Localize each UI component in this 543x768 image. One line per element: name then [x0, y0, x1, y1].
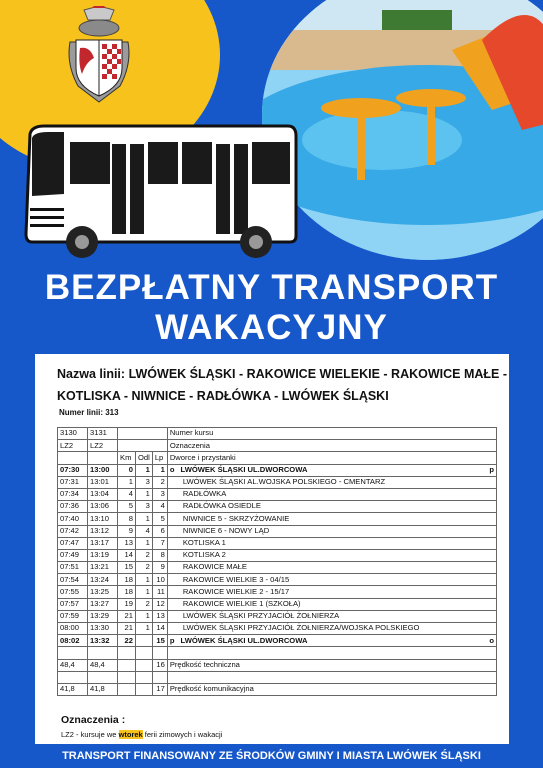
departure-time-course-2: 13:27: [88, 598, 118, 610]
stop-number: 2: [152, 476, 167, 488]
distance-value: 2: [136, 562, 153, 574]
stop-name-cell: [167, 501, 496, 513]
table-row: [58, 549, 497, 561]
table-row: [58, 464, 497, 476]
stops-header: Dworce i przystanki: [167, 452, 496, 464]
departure-time-course-1: 07:34: [58, 488, 88, 500]
course-1-mark: LZ2: [58, 440, 88, 452]
km-value: 9: [118, 525, 136, 537]
departure-time-course-2: 13:06: [88, 501, 118, 513]
speed-comm-v2: 41,8: [88, 683, 118, 695]
stop-name-cell: [167, 635, 496, 647]
km-value: 18: [118, 574, 136, 586]
km-value: 18: [118, 586, 136, 598]
stop-name-cell: [167, 488, 496, 500]
departure-time-course-1: 07:51: [58, 562, 88, 574]
stop-name-cell: [167, 537, 496, 549]
stop-name: NIWNICE 6 - NOWY LĄD: [182, 525, 270, 535]
table-row: [58, 610, 497, 622]
table-row: [58, 525, 497, 537]
departure-time-course-1: 07:42: [58, 525, 88, 537]
headline-line-1: BEZPŁATNY TRANSPORT: [44, 268, 499, 307]
km-value: 21: [118, 623, 136, 635]
stop-number: 6: [152, 525, 167, 537]
departure-time-course-2: 13:29: [88, 610, 118, 622]
stop-name-cell: [167, 549, 496, 561]
departure-time-course-1: 07:57: [58, 598, 88, 610]
departure-time-course-2: 13:25: [88, 586, 118, 598]
distance-value: 1: [136, 574, 153, 586]
stop-name: RAKOWICE WIELKIE 3 - 04/15: [182, 574, 290, 584]
departure-time-course-2: 13:01: [88, 476, 118, 488]
km-value: 15: [118, 562, 136, 574]
departure-time-course-2: 13:21: [88, 562, 118, 574]
stop-number: 4: [152, 501, 167, 513]
departure-time-course-2: 13:17: [88, 537, 118, 549]
km-value: 22: [118, 635, 136, 647]
stop-name-cell: [167, 476, 496, 488]
distance-value: 1: [136, 610, 153, 622]
header-row-course: [58, 428, 497, 440]
line-name-part1: LWÓWEK ŚLĄSKI - RAKOWICE WIELEKIE - RAKOWICE MAŁE -: [128, 367, 508, 381]
departure-time-course-1: 07:36: [58, 501, 88, 513]
departure-time-course-1: 07:47: [58, 537, 88, 549]
stop-name-cell: [167, 464, 496, 476]
table-row: [58, 476, 497, 488]
timetable: [57, 427, 497, 696]
departure-time-course-1: 07:31: [58, 476, 88, 488]
stop-name: RAKOWICE WIELKIE 2 - 15/17: [182, 586, 290, 596]
legend-note-after: ferii zimowych i wakacji: [142, 730, 223, 739]
stop-number: 1: [152, 464, 167, 476]
departure-time-course-2: 13:30: [88, 623, 118, 635]
legend-note-highlight: wtorek: [118, 730, 143, 739]
km-value: 19: [118, 598, 136, 610]
km-value: 8: [118, 513, 136, 525]
stop-name-cell: [167, 586, 496, 598]
speed-tech-v2: 48,4: [88, 659, 118, 671]
header-row-columns: [58, 452, 497, 464]
stop-name: LWÓWEK ŚLĄSKI UL.DWORCOWA: [180, 635, 308, 645]
speed-tech-lp: 16: [152, 659, 167, 671]
coat-of-arms-icon: [64, 6, 134, 106]
bus-icon: [24, 124, 300, 260]
stop-name: LWÓWEK ŚLĄSKI PRZYJACIÓŁ ŻOŁNIERZA/WOJSKA POLSKIEGO: [182, 623, 420, 633]
distance-value: [136, 635, 153, 647]
departure-time-course-1: 07:55: [58, 586, 88, 598]
km-value: 5: [118, 501, 136, 513]
stop-number: 7: [152, 537, 167, 549]
km-header: Km: [118, 452, 136, 464]
speed-comm-lp: 17: [152, 683, 167, 695]
table-row: [58, 488, 497, 500]
line-name: [57, 363, 507, 407]
stop-number: 11: [152, 586, 167, 598]
stop-number: 14: [152, 623, 167, 635]
stop-number: 8: [152, 549, 167, 561]
km-value: 4: [118, 488, 136, 500]
stop-name: LWÓWEK ŚLĄSKI UL.DWORCOWA: [180, 464, 308, 474]
departure-time-course-2: 13:00: [88, 464, 118, 476]
water-park-photo: [262, 0, 543, 260]
departure-time-course-2: 13:24: [88, 574, 118, 586]
stop-number: 9: [152, 562, 167, 574]
stop-prefix: p: [169, 635, 175, 645]
speed-comm-v1: 41,8: [58, 683, 88, 695]
stop-name: LWÓWEK ŚLĄSKI AL.WOJSKA POLSKIEGO - CMENTARZ: [182, 477, 386, 487]
speed-comm-label: Prędkość komunikacyjna: [167, 683, 496, 695]
course-2-number: 3131: [88, 428, 118, 440]
stop-number: 15: [152, 635, 167, 647]
speed-technical-row: [58, 659, 497, 671]
legend-title: Oznaczenia :: [61, 714, 126, 726]
stop-name-cell: [167, 574, 496, 586]
stop-name-cell: [167, 598, 496, 610]
distance-value: 1: [136, 488, 153, 500]
footer-text: TRANSPORT FINANSOWANY ZE ŚRODKÓW GMINY I MIASTA LWÓWEK ŚLĄSKI: [62, 750, 481, 762]
departure-time-course-2: 13:32: [88, 635, 118, 647]
departure-time-course-2: 13:19: [88, 549, 118, 561]
table-row: [58, 586, 497, 598]
stop-name-cell: [167, 610, 496, 622]
course-label: Numer kursu: [167, 428, 496, 440]
distance-value: 4: [136, 525, 153, 537]
timetable-card: [35, 354, 509, 744]
stop-name: RAKOWICE MAŁE: [182, 562, 247, 572]
table-row: [58, 562, 497, 574]
departure-time-course-1: 08:02: [58, 635, 88, 647]
line-name-label: Nazwa linii:: [57, 367, 126, 381]
table-row: [58, 598, 497, 610]
stop-number: 3: [152, 488, 167, 500]
stop-name: LWÓWEK ŚLĄSKI PRZYJACIÓŁ ŻOŁNIERZA: [182, 611, 340, 621]
distance-value: 1: [136, 623, 153, 635]
distance-value: 2: [136, 598, 153, 610]
distance-value: 2: [136, 549, 153, 561]
table-row: [58, 574, 497, 586]
stop-number: 10: [152, 574, 167, 586]
stop-flag: p: [489, 464, 494, 474]
stop-name: NIWNICE 5 - SKRZYŻOWANIE: [182, 513, 290, 523]
departure-time-course-1: 07:49: [58, 549, 88, 561]
course-2-mark: LZ2: [88, 440, 118, 452]
stop-name: KOTLISKA 2: [182, 550, 226, 560]
stop-name: RADŁÓWKA: [182, 489, 227, 499]
distance-value: 1: [136, 537, 153, 549]
departure-time-course-1: 07:54: [58, 574, 88, 586]
stop-name: KOTLISKA 1: [182, 538, 226, 548]
stop-name-cell: [167, 623, 496, 635]
headline-line-2: WAKACYJNY: [155, 308, 388, 347]
departure-time-course-1: 08:00: [58, 623, 88, 635]
stop-prefix: o: [169, 464, 175, 474]
table-row: [58, 513, 497, 525]
departure-time-course-1: 07:30: [58, 464, 88, 476]
km-value: 1: [118, 476, 136, 488]
stop-flag: o: [489, 635, 494, 645]
lp-header: Lp: [152, 452, 167, 464]
table-row: [58, 501, 497, 513]
km-value: 14: [118, 549, 136, 561]
km-value: 0: [118, 464, 136, 476]
stop-name-cell: [167, 513, 496, 525]
mark-label: Oznaczenia: [167, 440, 496, 452]
course-1-number: 3130: [58, 428, 88, 440]
departure-time-course-1: 07:40: [58, 513, 88, 525]
km-value: 21: [118, 610, 136, 622]
departure-time-course-1: 07:59: [58, 610, 88, 622]
table-row: [58, 623, 497, 635]
speed-commercial-row: [58, 683, 497, 695]
table-row: [58, 537, 497, 549]
stop-name-cell: [167, 562, 496, 574]
line-name-part2: KOTLISKA - NIWNICE - RADŁÓWKA - LWÓWEK ŚLĄSKI: [57, 389, 389, 403]
header-row-mark: [58, 440, 497, 452]
speed-tech-v1: 48,4: [58, 659, 88, 671]
odl-header: Odl: [136, 452, 153, 464]
departure-time-course-2: 13:04: [88, 488, 118, 500]
departure-time-course-2: 13:10: [88, 513, 118, 525]
legend-note: [61, 730, 222, 739]
stop-name-cell: [167, 525, 496, 537]
distance-value: 1: [136, 586, 153, 598]
distance-value: 1: [136, 513, 153, 525]
distance-value: 3: [136, 476, 153, 488]
line-number: Numer linii: 313: [59, 408, 119, 417]
stop-name: RAKOWICE WIELKIE 1 (SZKOŁA): [182, 598, 301, 608]
table-row: [58, 635, 497, 647]
stop-number: 5: [152, 513, 167, 525]
departure-time-course-2: 13:12: [88, 525, 118, 537]
km-value: 13: [118, 537, 136, 549]
stop-number: 13: [152, 610, 167, 622]
speed-tech-label: Prędkość techniczna: [167, 659, 496, 671]
stop-name: RADŁÓWKA OSIEDLE: [182, 501, 261, 511]
stop-number: 12: [152, 598, 167, 610]
legend-note-before: LZ2 - kursuje we: [61, 730, 119, 739]
distance-value: 3: [136, 501, 153, 513]
distance-value: 1: [136, 464, 153, 476]
